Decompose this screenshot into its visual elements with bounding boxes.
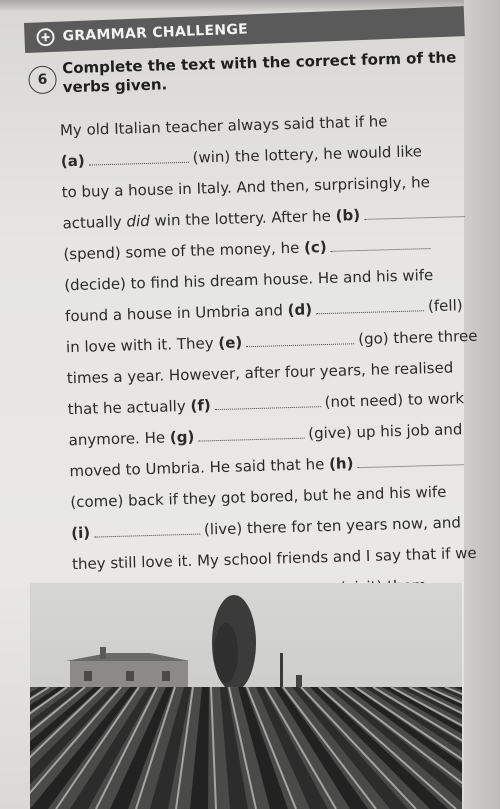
passage-text: win the lottery. After he xyxy=(149,206,336,230)
exercise-content xyxy=(36,48,481,612)
passage-text: moved to Umbria. He said that he xyxy=(69,454,330,481)
answer-blank[interactable] xyxy=(364,206,464,220)
gap-letter: (c) xyxy=(303,237,327,257)
passage-text: that he actually xyxy=(67,396,191,419)
gap-letter: (f) xyxy=(190,396,211,415)
gap-letter: (d) xyxy=(287,300,313,320)
passage-text: (not need) to work xyxy=(324,389,465,412)
passage-text: (spend) some of the money, he xyxy=(63,238,305,264)
passage-text: actually xyxy=(62,212,127,233)
answer-blank[interactable] xyxy=(215,396,321,410)
answer-blank[interactable] xyxy=(357,454,463,468)
passage-text: (give) up his job and xyxy=(307,420,463,443)
gap-letter: (i) xyxy=(70,523,91,543)
gap-letter: (b) xyxy=(335,206,361,225)
passage-text: they still love it. My school friends and I say that if we xyxy=(71,543,477,574)
instruction-line-1: Complete the text with the correct form of the xyxy=(61,48,457,78)
answer-blank[interactable] xyxy=(330,238,430,252)
passage-text: times a year. However, after four years, he realised xyxy=(66,358,454,388)
exercise-number: 6 xyxy=(28,65,57,94)
gap-letter: (a) xyxy=(60,151,85,171)
exercise-passage xyxy=(60,104,484,611)
instruction-line-2: verbs given. xyxy=(62,75,168,97)
gap-letter: (e) xyxy=(218,333,243,353)
passage-text: in love with it. They xyxy=(65,334,219,357)
answer-blank[interactable] xyxy=(94,524,200,538)
answer-blank[interactable] xyxy=(198,428,304,442)
passage-text: to buy a house in Italy. And then, surprisingly, he xyxy=(61,173,431,202)
grammar-challenge-banner xyxy=(24,6,465,53)
banner-title: GRAMMAR CHALLENGE xyxy=(62,21,249,45)
passage-text: found a house in Umbria and xyxy=(64,301,288,326)
passage-text: (decide) to find his dream house. He and his wife xyxy=(64,265,434,295)
vineyard-photo xyxy=(30,583,462,809)
gap-letter: (h) xyxy=(328,454,354,473)
answer-blank[interactable] xyxy=(246,333,354,347)
passage-text: (win) the lottery, he would like xyxy=(192,142,423,167)
exercise-instruction xyxy=(62,48,467,97)
passage-text: (go) there three xyxy=(357,326,478,349)
passage-text: (live) there for ten years now, and xyxy=(203,513,462,539)
answer-blank[interactable] xyxy=(316,300,424,314)
passage-text: anymore. He xyxy=(68,428,171,450)
answer-blank[interactable] xyxy=(89,152,189,166)
passage-emphasis: did xyxy=(126,211,151,231)
vineyard-illustration xyxy=(30,583,462,809)
gap-letter: (g) xyxy=(169,427,195,447)
passage-text: (fell) xyxy=(427,296,463,316)
passage-text: (come) back if they got bored, but he and his wife xyxy=(70,482,447,512)
passage-text: My old Italian teacher always said that if he xyxy=(59,112,388,140)
plus-circle-icon xyxy=(36,28,55,47)
